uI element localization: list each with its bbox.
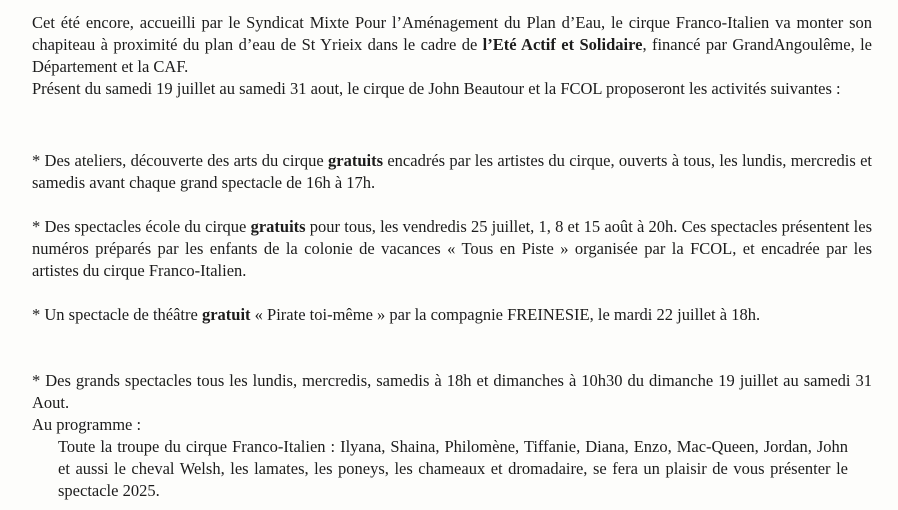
programme-paragraph (58, 436, 848, 502)
intro-text-start: Cet été encore, accueilli par le Syndicat Mixte Pour l’Aménagement du Plan d’Eau, le cirque Franco-Italien va monter son chapiteau à proximité du plan d’eau de St Yrieix dans le cadre de (32, 13, 872, 54)
grands-spectacles-text: * Des grands spectacles tous les lundis, mercredis, samedis à 18h et dimanches à 10h30 du dimanche 19 juillet au samedi 31 Aout. (32, 371, 872, 412)
presence-text: Présent du samedi 19 juillet au samedi 31 aout, le cirque de John Beautour et la FCOL proposeront les activités suivantes : (32, 79, 841, 98)
ecole-text-start: * Des spectacles école du cirque (32, 217, 251, 236)
theatre-paragraph (32, 304, 872, 326)
theatre-gratuit: gratuit (201, 305, 251, 324)
programme-text: Toute la troupe du cirque Franco-Italien : Ilyana, Shaina, Philomène, Tiffanie, Diana, Enzo, Mac-Queen, Jordan, John et aussi le cheval Welsh, les lamates, les poneys, les chameaux et dromadaire, se fera un plaisir de vous présenter le spectacle 2025. (58, 437, 848, 500)
ateliers-text-end: encadrés par les artistes du cirque, ouverts à tous, les lundis, mercredis et samedis avant chaque grand spectacle de 16h à 17h. (32, 151, 872, 192)
grands-spectacles-paragraph (32, 370, 872, 436)
ateliers-paragraph (32, 150, 872, 194)
ateliers-gratuits: gratuits (328, 151, 384, 170)
ecole-text-end: pour tous, les vendredis 25 juillet, 1, 8 et 15 août à 20h. Ces spectacles présentent les numéros préparés par les enfants de la colonie de vacances « Tous en Piste » organisée par la FCOL, et encadrée par les artistes du cirque Franco-Italien. (32, 217, 872, 280)
ecole-paragraph (32, 216, 872, 282)
ecole-gratuits: gratuits (250, 217, 306, 236)
ateliers-text-start: * Des ateliers, découverte des arts du cirque (32, 151, 329, 170)
theatre-text-end: « Pirate toi-même » par la compagnie FREINESIE, le mardi 22 juillet à 18h. (250, 305, 761, 324)
theatre-text-start: * Un spectacle de théâtre (32, 305, 202, 324)
programme-label: Au programme : (32, 415, 142, 434)
intro-text-end: , financé par GrandAngoulême, le Département et la CAF. (32, 35, 872, 76)
intro-paragraph (32, 12, 872, 100)
event-name: l’Eté Actif et Solidaire (482, 35, 643, 54)
